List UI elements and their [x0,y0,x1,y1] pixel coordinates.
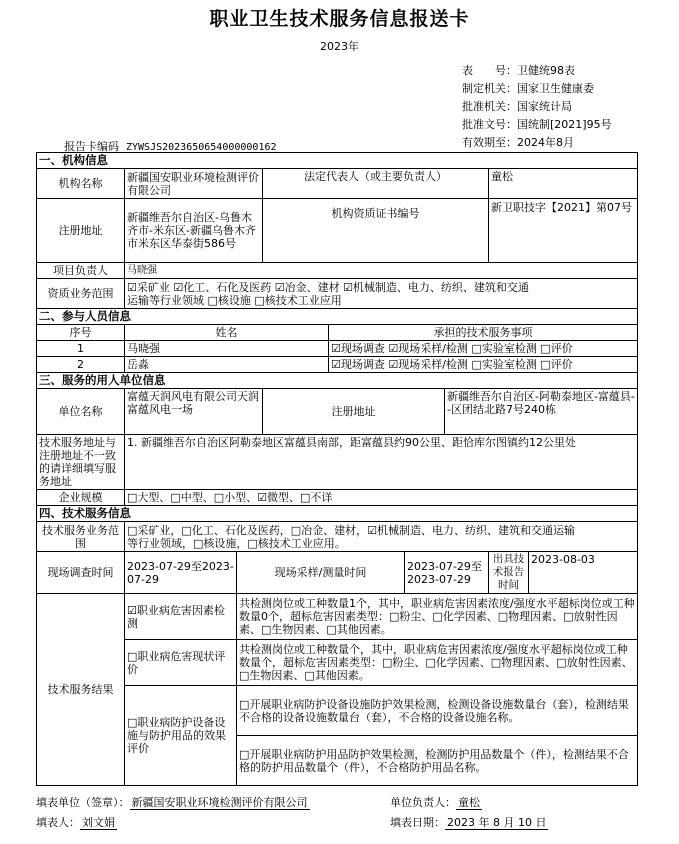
legal-rep-label: 法定代表人（或主要负责人） [263,169,489,199]
col-name: 姓名 [125,325,329,341]
size-label: 企业规模 [37,490,125,506]
section-4-title: 四、技术服务信息 [37,506,638,522]
meta-valid-until: 有效期至：2024年8月 [462,136,574,149]
report-time: 2023-08-03 [529,552,638,594]
report-time-label: 出具技术报告时间 [489,552,529,594]
result-detection-label: ☑职业病危害因素检测 [125,594,237,640]
project-manager: 马晓强 [125,263,638,279]
result-protection-eval-label: □职业病防护设备设施与防护用品的效果评价 [125,686,237,786]
survey-time: 2023-07-29至2023-07-29 [125,552,237,594]
legal-rep: 童松 [489,169,638,199]
page-title: 职业卫生技术服务信息报送卡 [209,8,470,30]
col-no: 序号 [37,325,125,341]
service-scope-label: 技术服务业务范围 [37,522,125,552]
table-row: 1 马晓强 ☑现场调查 ☑现场采样/检测 □实验室检测 □评价 [37,341,638,357]
filler-line: 填表人： 刘文娟 [36,816,115,829]
result-status-eval-label: □职业病危害现状评价 [125,640,237,686]
cert-no: 新卫职技字【2021】第07号 [489,199,638,263]
unit-head: 童松 [458,796,480,809]
meta-form-no: 表 号：卫健统98表 [462,64,575,77]
meta-approver: 批准机关：国家统计局 [462,100,572,113]
unit-name: 富蕴天润风电有限公司天润富蕴风电一场 [125,389,263,435]
service-scope: □采矿业，□化工、石化及医药，□冶金、建材，☑机械制造、电力、纺织、建筑和交通运输 等行业领域，□核设施，□核技术工业应用。 [125,522,638,552]
section-2-title: 二、参与人员信息 [37,309,638,325]
service-address: 1. 新疆维吾尔自治区阿勒泰地区富蕴县南部，距富蕴县约90公里、距恰库尔图镇约12公里处 [125,435,638,490]
sampling-time: 2023-07-29至2023-07-29 [405,552,489,594]
fill-date: 2023 年 8 月 10 日 [447,816,547,829]
section-1-title: 一、机构信息 [37,153,638,169]
col-tasks: 承担的技术服务事项 [329,325,638,341]
org-address: 新疆维吾尔自治区-乌鲁木齐市-米东区-新疆乌鲁木齐市米东区华泰街586号 [125,199,263,263]
filler-unit-line: 填表单位（签章）： 新疆国安职业环境检测评价有限公司 [36,796,308,809]
result-status-eval-text: 共检测岗位或工种数量个，其中，职业病危害因素浓度/强度水平超标岗位或工种数量个，超标危害因素类型：□粉尘、□化学因素、□物理因素、□放射性因素、□生物因素、□其他因素。 [237,640,638,686]
filler-unit: 新疆国安职业环境检测评价有限公司 [131,796,308,809]
org-name-label: 机构名称 [37,169,125,199]
enterprise-size: □大型、□中型、□小型、☑微型、□不详 [125,490,638,506]
report-year: 2023年 [320,40,359,53]
result-detection-text: 共检测岗位或工种数量1个，其中，职业病危害因素浓度/强度水平超标岗位或工种数量0个，超标危害因素类型：□粉尘、□化学因素、□物理因素、□放射性因素、□生物因素、□其他因素。 [237,594,638,640]
fill-date-line: 填表日期： 2023 年 8 月 10 日 [390,816,547,829]
scope-label: 资质业务范围 [37,279,125,309]
sampling-time-label: 现场采样/测量时间 [237,552,405,594]
survey-time-label: 现场调查时间 [37,552,125,594]
meta-issuer: 制定机关：国家卫生健康委 [462,82,594,95]
report-form [36,152,638,786]
unit-name-label: 单位名称 [37,389,125,435]
section-3-title: 三、服务的用人单位信息 [37,373,638,389]
diff-addr-label: 技术服务地址与注册地址不一致的请详细填写服务地址 [37,435,125,490]
result-label: 技术服务结果 [37,594,125,786]
table-row: 2 岳淼 ☑现场调查 ☑现场采样/检测 □实验室检测 □评价 [37,357,638,373]
filler: 刘文娟 [82,816,115,829]
unit-head-line: 单位负责人： 童松 [390,796,480,809]
unit-reg-address: 新疆维吾尔自治区-阿勒泰地区-富蕴县--区团结北路7号240栋 [445,389,638,435]
result-equipment-text: □开展职业病防护设备设施防护效果检测，检测设备设施数量台（套），检测结果不合格的设备设施数量台（套），不合格的设备设施名称。 [237,686,638,736]
result-ppe-text: □开展职业病防护用品防护效果检测，检测防护用品数量个（件），检测结果不合格的防护用品数量个（件），不合格防护用品名称。 [237,736,638,786]
cert-label: 机构资质证书编号 [263,199,489,263]
address-label: 注册地址 [37,199,125,263]
reg-addr-label: 注册地址 [263,389,445,435]
qualification-scope: ☑采矿业 ☑化工、石化及医药 ☑冶金、建材 ☑机械制造、电力、纺织、建筑和交通 运输等行业领域 □核设施 □核技术工业应用 [125,279,638,309]
card-code: 报告卡编码 ZYWSJS2023650654000000162 [64,140,277,153]
org-name: 新疆国安职业环境检测评价有限公司 [125,169,263,199]
meta-approval-no: 批准文号：国统制[2021]95号 [462,118,612,131]
pm-label: 项目负责人 [37,263,125,279]
